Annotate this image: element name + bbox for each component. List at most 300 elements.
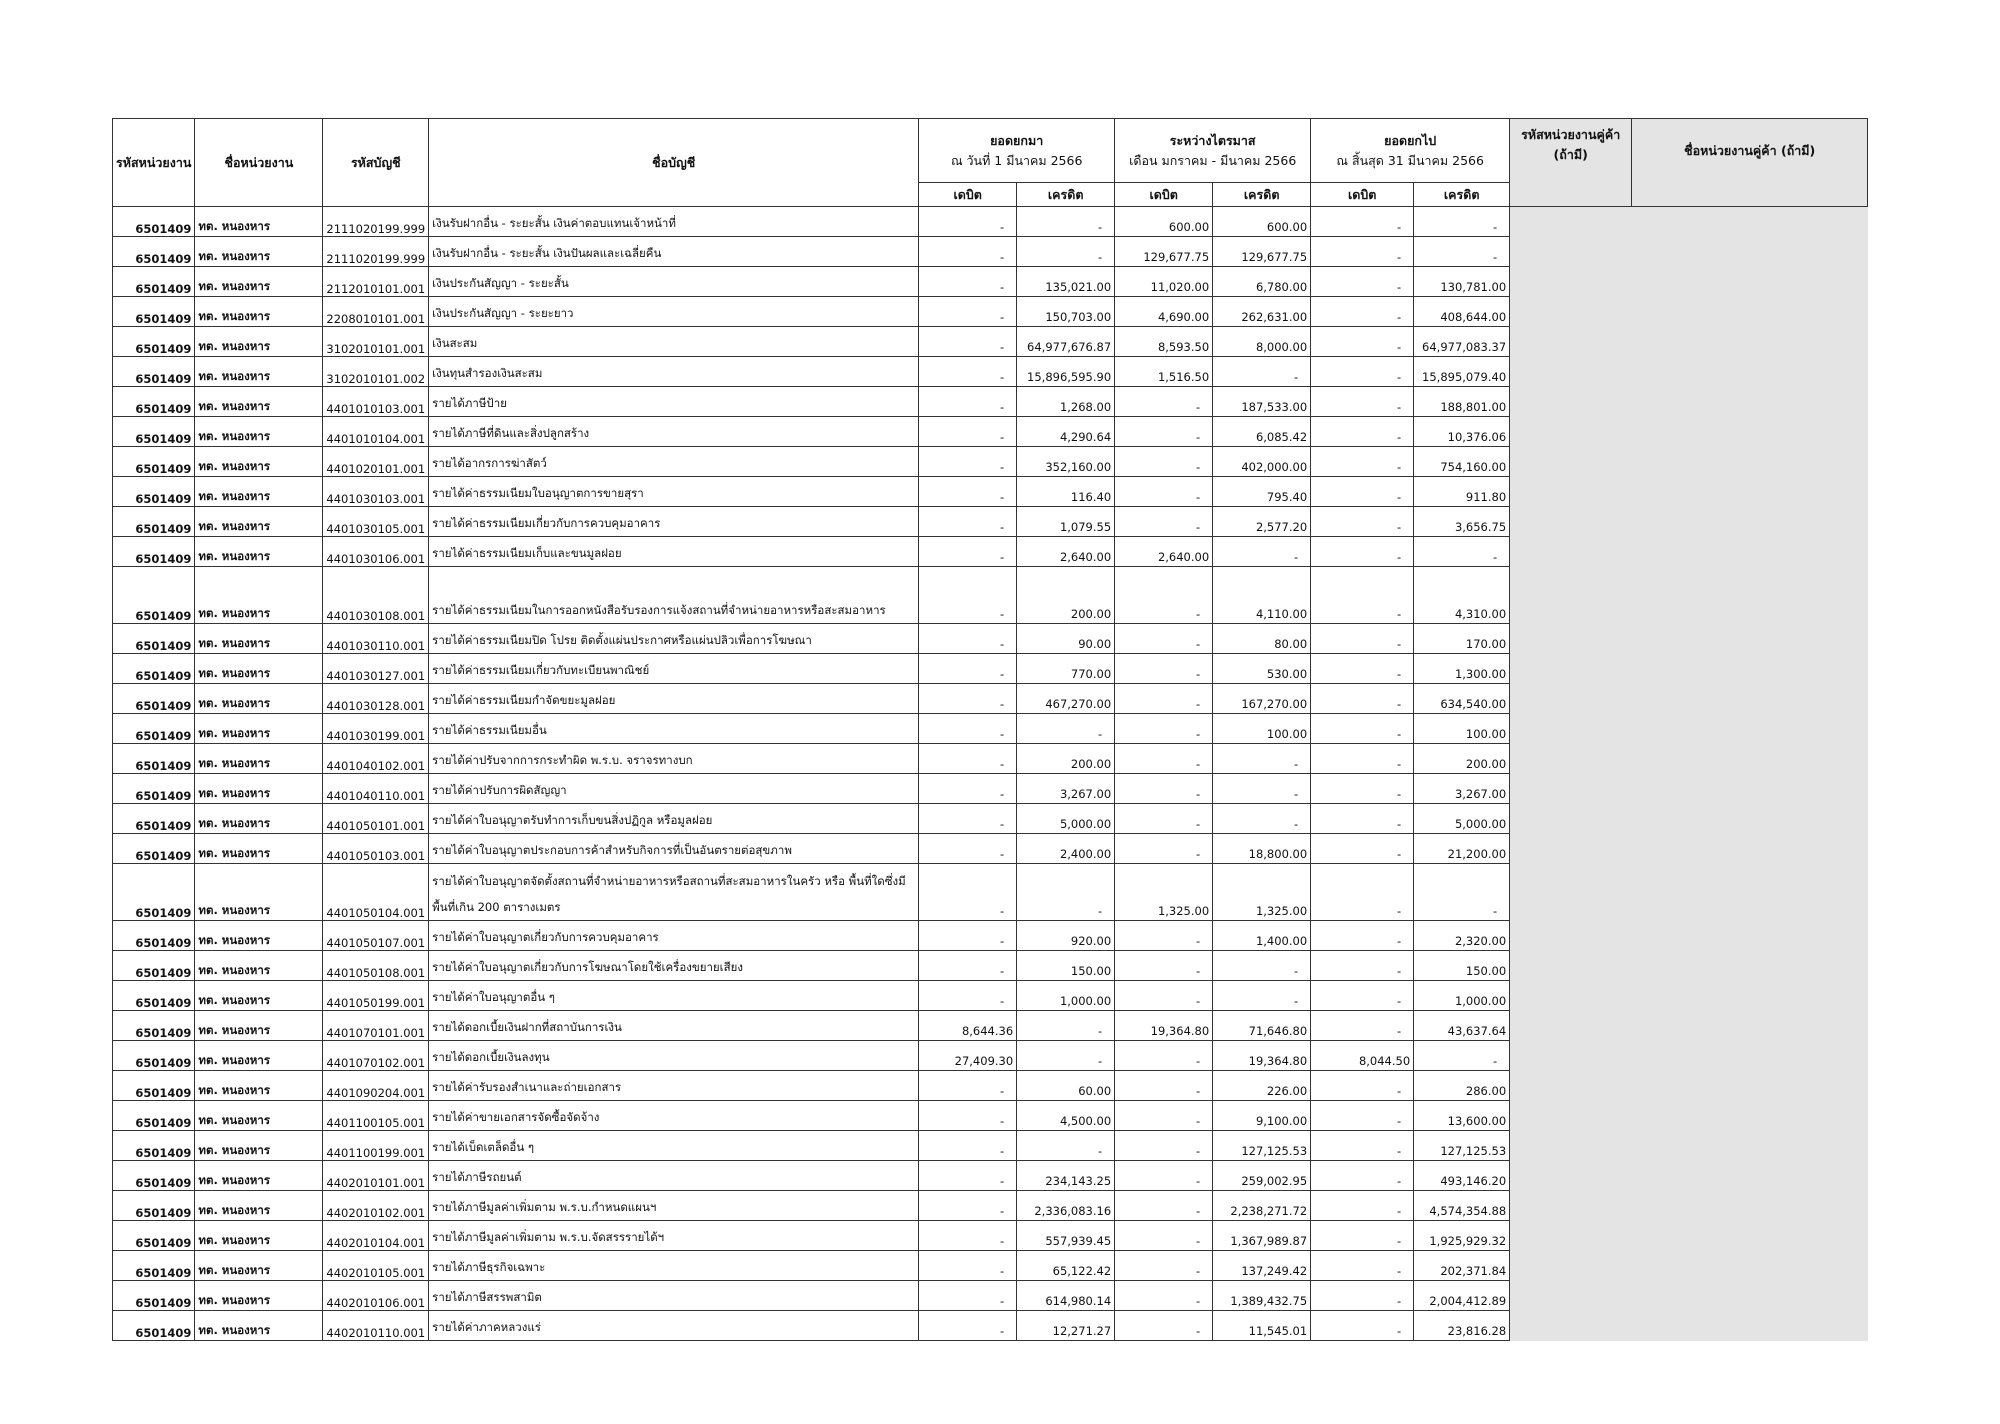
closing-debit-cell: - [1311,654,1414,684]
unit-code-cell: 6501409 [113,1221,195,1251]
period-debit-cell: - [1115,1041,1213,1071]
account-code-cell: 4401030103.001 [323,477,429,507]
closing-debit-cell: - [1311,714,1414,744]
unit-name-cell: ทต. หนองหาร [195,297,323,327]
account-code-cell: 4401010104.001 [323,417,429,447]
period-credit-cell: 1,400.00 [1213,921,1311,951]
opening-credit-cell: 557,939.45 [1017,1221,1115,1251]
period-credit-cell: 530.00 [1213,654,1311,684]
closing-credit-cell: 202,371.84 [1414,1251,1510,1281]
unit-name-cell: ทต. หนองหาร [195,684,323,714]
opening-credit-cell: 467,270.00 [1017,684,1115,714]
closing-debit-cell: - [1311,684,1414,714]
opening-credit-cell: 200.00 [1017,744,1115,774]
account-name-cell: รายได้ภาษีที่ดินและสิ่งปลูกสร้าง [429,417,919,447]
unit-name-cell: ทต. หนองหาร [195,774,323,804]
closing-credit-cell: 408,644.00 [1414,297,1510,327]
closing-debit-cell: - [1311,744,1414,774]
closing-credit-cell: 2,320.00 [1414,921,1510,951]
period-credit-cell: - [1213,357,1311,387]
opening-debit-cell: - [919,267,1017,297]
period-debit-cell: - [1115,567,1213,624]
period-debit-cell: - [1115,1281,1213,1311]
account-name-cell: เงินสะสม [429,327,919,357]
unit-name-cell: ทต. หนองหาร [195,981,323,1011]
period-credit-cell: 2,577.20 [1213,507,1311,537]
opening-credit-cell: 920.00 [1017,921,1115,951]
unit-name-cell: ทต. หนองหาร [195,1131,323,1161]
closing-credit-cell: 286.00 [1414,1071,1510,1101]
unit-code-cell: 6501409 [113,1161,195,1191]
opening-credit-cell: 15,896,595.90 [1017,357,1115,387]
account-name-cell: เงินประกันสัญญา - ระยะยาว [429,297,919,327]
account-name-cell: รายได้ค่าธรรมเนียมกำจัดขยะมูลฝอย [429,684,919,714]
account-code-cell: 4401030106.001 [323,537,429,567]
unit-code-cell: 6501409 [113,1071,195,1101]
closing-debit-cell: - [1311,1101,1414,1131]
period-credit-cell: 600.00 [1213,207,1311,237]
opening-debit-cell: - [919,654,1017,684]
account-name-cell: เงินทุนสำรองเงินสะสม [429,357,919,387]
unit-name-cell: ทต. หนองหาร [195,1101,323,1131]
header-closing-date: ณ สิ้นสุด 31 มีนาคม 2566 [1336,152,1484,168]
period-credit-cell: 127,125.53 [1213,1131,1311,1161]
unit-code-cell: 6501409 [113,1041,195,1071]
opening-debit-cell: - [919,834,1017,864]
unit-code-cell: 6501409 [113,654,195,684]
closing-credit-cell: 1,300.00 [1414,654,1510,684]
closing-credit-cell: 5,000.00 [1414,804,1510,834]
table-row [113,207,1868,237]
opening-debit-cell: 8,644.36 [919,1011,1017,1041]
period-credit-cell: 226.00 [1213,1071,1311,1101]
unit-name-cell: ทต. หนองหาร [195,507,323,537]
opening-debit-cell: - [919,567,1017,624]
opening-debit-cell: - [919,327,1017,357]
header-closing-title: ยอดยกไป [1384,132,1437,148]
period-debit-cell: - [1115,1101,1213,1131]
closing-credit-cell: 754,160.00 [1414,447,1510,477]
opening-credit-cell: 1,268.00 [1017,387,1115,417]
opening-credit-cell: 200.00 [1017,567,1115,624]
closing-credit-cell: 150.00 [1414,951,1510,981]
unit-name-cell: ทต. หนองหาร [195,624,323,654]
unit-code-cell: 6501409 [113,477,195,507]
header-unit-code: รหัสหน่วยงาน [113,119,195,207]
unit-name-cell: ทต. หนองหาร [195,537,323,567]
closing-credit-cell: 188,801.00 [1414,387,1510,417]
unit-code-cell: 6501409 [113,387,195,417]
opening-credit-cell: 150.00 [1017,951,1115,981]
unit-code-cell: 6501409 [113,267,195,297]
opening-debit-cell: - [919,1311,1017,1341]
opening-debit-cell: - [919,537,1017,567]
header-opening-date: ณ วันที่ 1 มีนาคม 2566 [950,152,1083,168]
ledger-sheet [112,118,1868,1341]
unit-code-cell: 6501409 [113,744,195,774]
header-partner-code-sub: (ถ้ามี) [1553,147,1588,162]
period-credit-cell: - [1213,804,1311,834]
opening-debit-cell: - [919,684,1017,714]
period-debit-cell: - [1115,744,1213,774]
unit-name-cell: ทต. หนองหาร [195,1161,323,1191]
unit-code-cell: 6501409 [113,357,195,387]
unit-name-cell: ทต. หนองหาร [195,1011,323,1041]
closing-credit-cell: - [1414,864,1510,921]
period-credit-cell: 18,800.00 [1213,834,1311,864]
period-debit-cell: - [1115,981,1213,1011]
opening-credit-cell: 12,271.27 [1017,1311,1115,1341]
opening-debit-cell: - [919,921,1017,951]
header-period-range: เดือน มกราคม - มีนาคม 2566 [1129,152,1297,168]
closing-credit-cell: 64,977,083.37 [1414,327,1510,357]
account-code-cell: 4401030199.001 [323,714,429,744]
account-name-cell: รายได้ค่าใบอนุญาตจัดตั้งสถานที่จำหน่ายอาหารหรือสถานที่สะสมอาหารในครัว หรือ พื้นที่ใดซึ่งมีพื้นที่เกิน 200 ตารางเมตร [429,864,919,921]
opening-debit-cell: - [919,297,1017,327]
account-name-cell: รายได้ค่าธรรมเนียมใบอนุญาตการขายสุรา [429,477,919,507]
account-name-cell: รายได้ค่าธรรมเนียมเกี่ยวกับทะเบียนพาณิชย์ [429,654,919,684]
period-credit-cell: - [1213,981,1311,1011]
opening-credit-cell: 1,079.55 [1017,507,1115,537]
unit-code-cell: 6501409 [113,1281,195,1311]
opening-credit-cell: 614,980.14 [1017,1281,1115,1311]
unit-name-cell: ทต. หนองหาร [195,447,323,477]
account-name-cell: รายได้ค่าขายเอกสารจัดซื้อจัดจ้าง [429,1101,919,1131]
closing-credit-cell: 1,925,929.32 [1414,1221,1510,1251]
opening-credit-cell: 2,400.00 [1017,834,1115,864]
unit-code-cell: 6501409 [113,207,195,237]
period-debit-cell: - [1115,654,1213,684]
period-credit-cell: 4,110.00 [1213,567,1311,624]
opening-credit-cell: 3,267.00 [1017,774,1115,804]
period-debit-cell: 19,364.80 [1115,1011,1213,1041]
header-partner-code [1510,119,1632,207]
closing-credit-cell: 170.00 [1414,624,1510,654]
period-debit-cell: - [1115,1191,1213,1221]
unit-name-cell: ทต. หนองหาร [195,1281,323,1311]
account-code-cell: 4401030108.001 [323,567,429,624]
header-opening-credit: เครดิต [1017,183,1115,207]
period-debit-cell: - [1115,714,1213,744]
period-debit-cell: - [1115,774,1213,804]
account-name-cell: รายได้อากรการฆ่าสัตว์ [429,447,919,477]
opening-credit-cell: - [1017,714,1115,744]
closing-debit-cell: - [1311,327,1414,357]
opening-credit-cell: 64,977,676.87 [1017,327,1115,357]
period-debit-cell: 11,020.00 [1115,267,1213,297]
period-debit-cell: 600.00 [1115,207,1213,237]
unit-code-cell: 6501409 [113,1011,195,1041]
account-name-cell: รายได้ภาษีมูลค่าเพิ่มตาม พ.ร.บ.กำหนดแผนฯ [429,1191,919,1221]
opening-credit-cell: 135,021.00 [1017,267,1115,297]
closing-debit-cell: - [1311,774,1414,804]
closing-credit-cell: 4,310.00 [1414,567,1510,624]
period-credit-cell: 100.00 [1213,714,1311,744]
opening-debit-cell: - [919,357,1017,387]
account-code-cell: 2208010101.001 [323,297,429,327]
opening-debit-cell: - [919,624,1017,654]
closing-debit-cell: - [1311,237,1414,267]
opening-debit-cell: - [919,864,1017,921]
account-code-cell: 2111020199.999 [323,237,429,267]
account-code-cell: 4401030110.001 [323,624,429,654]
account-name-cell: รายได้ค่าใบอนุญาตรับทำการเก็บขนสิ่งปฏิกูล หรือมูลฝอย [429,804,919,834]
period-credit-cell: 1,389,432.75 [1213,1281,1311,1311]
unit-name-cell: ทต. หนองหาร [195,1221,323,1251]
opening-credit-cell: 770.00 [1017,654,1115,684]
unit-name-cell: ทต. หนองหาร [195,921,323,951]
account-name-cell: รายได้ภาษีมูลค่าเพิ่มตาม พ.ร.บ.จัดสรรรายได้ฯ [429,1221,919,1251]
period-debit-cell: - [1115,1311,1213,1341]
account-name-cell: รายได้ดอกเบี้ยเงินฝากที่สถาบันการเงิน [429,1011,919,1041]
opening-debit-cell: - [919,507,1017,537]
period-debit-cell: - [1115,951,1213,981]
unit-name-cell: ทต. หนองหาร [195,387,323,417]
closing-debit-cell: - [1311,297,1414,327]
account-name-cell: รายได้ภาษีสรรพสามิต [429,1281,919,1311]
account-code-cell: 4401050103.001 [323,834,429,864]
unit-code-cell: 6501409 [113,804,195,834]
period-credit-cell: 6,085.42 [1213,417,1311,447]
closing-debit-cell: - [1311,267,1414,297]
period-debit-cell: - [1115,804,1213,834]
period-credit-cell: - [1213,774,1311,804]
account-name-cell: เงินประกันสัญญา - ระยะสั้น [429,267,919,297]
closing-debit-cell: - [1311,387,1414,417]
period-credit-cell: 2,238,271.72 [1213,1191,1311,1221]
unit-name-cell: ทต. หนองหาร [195,1191,323,1221]
opening-debit-cell: - [919,1251,1017,1281]
period-credit-cell: 9,100.00 [1213,1101,1311,1131]
header-closing [1311,119,1510,183]
header-closing-credit: เครดิต [1414,183,1510,207]
account-name-cell: รายได้ภาษีรถยนต์ [429,1161,919,1191]
account-name-cell: รายได้ค่าปรับจากการกระทำผิด พ.ร.บ. จราจรทางบก [429,744,919,774]
unit-name-cell: ทต. หนองหาร [195,951,323,981]
period-credit-cell: - [1213,951,1311,981]
unit-code-cell: 6501409 [113,327,195,357]
account-code-cell: 4402010106.001 [323,1281,429,1311]
opening-credit-cell: 65,122.42 [1017,1251,1115,1281]
opening-credit-cell: 90.00 [1017,624,1115,654]
header-period-title: ระหว่างไตรมาส [1169,132,1256,148]
closing-credit-cell: 911.80 [1414,477,1510,507]
account-name-cell: รายได้ค่าธรรมเนียมอื่น [429,714,919,744]
period-credit-cell: 1,325.00 [1213,864,1311,921]
unit-name-cell: ทต. หนองหาร [195,864,323,921]
opening-debit-cell: - [919,774,1017,804]
header-closing-debit: เดบิต [1311,183,1414,207]
opening-debit-cell: - [919,207,1017,237]
period-debit-cell: - [1115,1251,1213,1281]
closing-debit-cell: - [1311,417,1414,447]
header-unit-name: ชื่อหน่วยงาน [195,119,323,207]
opening-credit-cell: 352,160.00 [1017,447,1115,477]
account-name-cell: รายได้ค่าใบอนุญาตเกี่ยวกับการควบคุมอาคาร [429,921,919,951]
unit-name-cell: ทต. หนองหาร [195,1251,323,1281]
closing-debit-cell: - [1311,1191,1414,1221]
unit-code-cell: 6501409 [113,684,195,714]
period-debit-cell: - [1115,1071,1213,1101]
account-code-cell: 4401070102.001 [323,1041,429,1071]
header-period-debit: เดบิต [1115,183,1213,207]
unit-code-cell: 6501409 [113,507,195,537]
account-name-cell: รายได้ค่าใบอนุญาตเกี่ยวกับการโฆษณาโดยใช้เครื่องขยายเสียง [429,951,919,981]
closing-credit-cell: - [1414,207,1510,237]
unit-name-cell: ทต. หนองหาร [195,804,323,834]
closing-credit-cell: 4,574,354.88 [1414,1191,1510,1221]
opening-debit-cell: - [919,417,1017,447]
period-credit-cell: 19,364.80 [1213,1041,1311,1071]
closing-credit-cell: 493,146.20 [1414,1161,1510,1191]
closing-debit-cell: - [1311,624,1414,654]
opening-debit-cell: - [919,951,1017,981]
unit-code-cell: 6501409 [113,1191,195,1221]
opening-debit-cell: - [919,981,1017,1011]
period-credit-cell: 187,533.00 [1213,387,1311,417]
unit-code-cell: 6501409 [113,774,195,804]
account-code-cell: 4401030128.001 [323,684,429,714]
period-debit-cell: - [1115,1221,1213,1251]
unit-name-cell: ทต. หนองหาร [195,267,323,297]
account-name-cell: รายได้ค่าใบอนุญาตประกอบการค้าสำหรับกิจการที่เป็นอันตรายต่อสุขภาพ [429,834,919,864]
unit-name-cell: ทต. หนองหาร [195,1311,323,1341]
unit-code-cell: 6501409 [113,297,195,327]
unit-code-cell: 6501409 [113,537,195,567]
opening-debit-cell: - [919,1101,1017,1131]
account-name-cell: รายได้ภาษีธุรกิจเฉพาะ [429,1251,919,1281]
unit-code-cell: 6501409 [113,1311,195,1341]
unit-name-cell: ทต. หนองหาร [195,744,323,774]
closing-credit-cell: 100.00 [1414,714,1510,744]
period-credit-cell: 80.00 [1213,624,1311,654]
closing-credit-cell: - [1414,237,1510,267]
unit-code-cell: 6501409 [113,1101,195,1131]
account-code-cell: 4401050199.001 [323,981,429,1011]
opening-debit-cell: - [919,744,1017,774]
unit-code-cell: 6501409 [113,714,195,744]
opening-debit-cell: - [919,1221,1017,1251]
period-debit-cell: 8,593.50 [1115,327,1213,357]
unit-code-cell: 6501409 [113,951,195,981]
ledger-body [113,207,1868,1341]
closing-credit-cell: 1,000.00 [1414,981,1510,1011]
account-code-cell: 2111020199.999 [323,207,429,237]
unit-code-cell: 6501409 [113,834,195,864]
period-debit-cell: 2,640.00 [1115,537,1213,567]
closing-debit-cell: - [1311,567,1414,624]
opening-credit-cell: 234,143.25 [1017,1161,1115,1191]
period-debit-cell: - [1115,417,1213,447]
closing-debit-cell: - [1311,477,1414,507]
header-period [1115,119,1311,183]
closing-credit-cell: 3,656.75 [1414,507,1510,537]
account-name-cell: รายได้ค่าธรรมเนียมในการออกหนังสือรับรองการแจ้งสถานที่จำหน่ายอาหารหรือสะสมอาหาร [429,567,919,624]
period-credit-cell: 1,367,989.87 [1213,1221,1311,1251]
opening-debit-cell: - [919,1131,1017,1161]
period-debit-cell: 129,677.75 [1115,237,1213,267]
account-code-cell: 4401090204.001 [323,1071,429,1101]
account-code-cell: 4401100105.001 [323,1101,429,1131]
period-debit-cell: 4,690.00 [1115,297,1213,327]
opening-credit-cell: - [1017,1131,1115,1161]
account-name-cell: รายได้ค่าใบอนุญาตอื่น ๆ [429,981,919,1011]
account-code-cell: 4401050104.001 [323,864,429,921]
header-opening-title: ยอดยกมา [990,132,1044,148]
account-name-cell: รายได้ค่าธรรมเนียมเกี่ยวกับการควบคุมอาคาร [429,507,919,537]
period-credit-cell: 71,646.80 [1213,1011,1311,1041]
ledger-table [112,118,1868,1341]
account-code-cell: 4401040110.001 [323,774,429,804]
opening-debit-cell: - [919,1191,1017,1221]
account-code-cell: 4402010110.001 [323,1311,429,1341]
opening-debit-cell: - [919,1281,1017,1311]
unit-name-cell: ทต. หนองหาร [195,1071,323,1101]
unit-name-cell: ทต. หนองหาร [195,834,323,864]
header-opening-debit: เดบิต [919,183,1017,207]
closing-debit-cell: - [1311,1251,1414,1281]
closing-credit-cell: 3,267.00 [1414,774,1510,804]
period-debit-cell: - [1115,1131,1213,1161]
partner-name-column [1632,207,1868,1341]
closing-debit-cell: - [1311,507,1414,537]
account-code-cell: 4401020101.001 [323,447,429,477]
period-credit-cell: 795.40 [1213,477,1311,507]
account-code-cell: 4402010104.001 [323,1221,429,1251]
closing-credit-cell: 200.00 [1414,744,1510,774]
account-name-cell: รายได้เบ็ดเตล็ดอื่น ๆ [429,1131,919,1161]
period-debit-cell: - [1115,834,1213,864]
period-credit-cell: 262,631.00 [1213,297,1311,327]
period-credit-cell: 11,545.01 [1213,1311,1311,1341]
account-code-cell: 4401050101.001 [323,804,429,834]
unit-name-cell: ทต. หนองหาร [195,417,323,447]
closing-debit-cell: - [1311,804,1414,834]
period-debit-cell: - [1115,477,1213,507]
unit-name-cell: ทต. หนองหาร [195,567,323,624]
account-name-cell: รายได้ค่าภาคหลวงแร่ [429,1311,919,1341]
account-code-cell: 4401010103.001 [323,387,429,417]
closing-credit-cell: 15,895,079.40 [1414,357,1510,387]
account-name-cell: เงินรับฝากอื่น - ระยะสั้น เงินปันผลและเฉลี่ยคืน [429,237,919,267]
unit-code-cell: 6501409 [113,981,195,1011]
account-code-cell: 3102010101.001 [323,327,429,357]
account-code-cell: 3102010101.002 [323,357,429,387]
account-name-cell: รายได้ภาษีป้าย [429,387,919,417]
closing-debit-cell: - [1311,834,1414,864]
partner-code-column [1510,207,1632,1341]
opening-debit-cell: - [919,1071,1017,1101]
unit-code-cell: 6501409 [113,567,195,624]
opening-credit-cell: - [1017,237,1115,267]
closing-credit-cell: 2,004,412.89 [1414,1281,1510,1311]
account-name-cell: เงินรับฝากอื่น - ระยะสั้น เงินค่าตอบแทนเจ้าหน้าที่ [429,207,919,237]
opening-debit-cell: - [919,714,1017,744]
opening-credit-cell: - [1017,207,1115,237]
account-code-cell: 4401040102.001 [323,744,429,774]
period-credit-cell: 402,000.00 [1213,447,1311,477]
unit-code-cell: 6501409 [113,1131,195,1161]
closing-debit-cell: - [1311,1281,1414,1311]
period-debit-cell: - [1115,921,1213,951]
closing-credit-cell: 634,540.00 [1414,684,1510,714]
period-credit-cell: 129,677.75 [1213,237,1311,267]
unit-name-cell: ทต. หนองหาร [195,207,323,237]
opening-credit-cell: - [1017,1011,1115,1041]
period-credit-cell: - [1213,744,1311,774]
closing-credit-cell: 43,637.64 [1414,1011,1510,1041]
period-debit-cell: - [1115,1161,1213,1191]
